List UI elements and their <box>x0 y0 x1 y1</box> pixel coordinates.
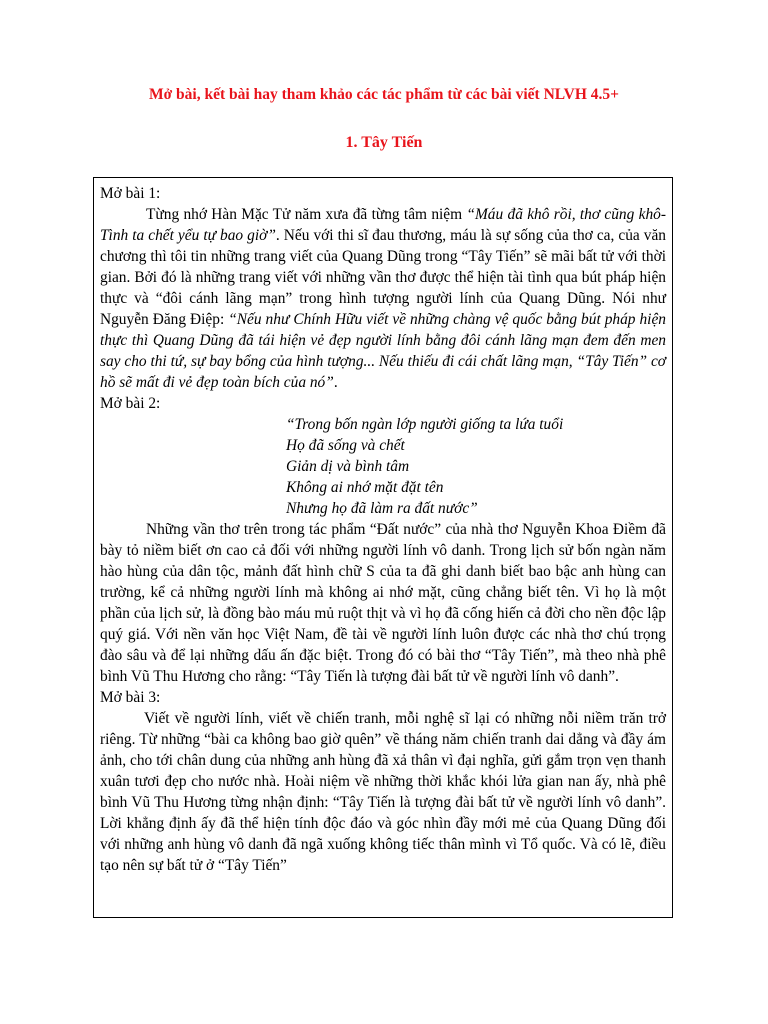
intro-1-quote-nguyen-dang-diep: “Nếu như Chính Hữu viết về những chàng vệ quốc bằng bút pháp hiện thực thì Quang Dũng đã tái hiện vẻ đẹp người lính bằng đôi cánh lãng mạn đem đến men say cho thi tứ, sự bay bổng của hình tượng... Nếu thiếu đi cái chất lãng mạn, “Tây Tiến” cơ hồ sẽ mất đi vẻ đẹp toàn bích của nó” <box>100 311 666 391</box>
intro-1-text-a: Từng nhớ Hàn Mặc Tử năm xưa đã từng tâm niệm <box>146 206 467 223</box>
intro-3-paragraph: Viết về người lính, viết về chiến tranh, mỗi nghệ sĩ lại có những nỗi niềm trăn trở riêng. Từ những “bài ca không bao giờ quên” về tháng năm chiến tranh dai dẳng và đầy ám ảnh, cho tới chân dung của những anh hùng đã xả thân vì đại nghĩa, gửi gắm trọn vẹn thanh xuân tươi đẹp cho nước nhà. Hoài niệm về những thời khắc khói lửa gian nan ấy, nhà phê bình Vũ Thu Hương từng nhận định: “Tây Tiến là tượng đài bất tử về người lính vô danh”. Lời khẳng định ấy đã thể hiện tính độc đáo và góc nhìn đầy mới mẻ của Quang Dũng đối với những anh hùng vô danh đã ngã xuống không tiếc thân mình vì Tổ quốc. Và có lẽ, điều tạo nên sự bất tử ở “Tây Tiến” <box>100 710 666 874</box>
poem-line: “Trong bốn ngàn lớp người giống ta lứa tuổi <box>286 416 564 433</box>
intro-1-quote-han-mac-tu: “Máu đã khô rồi, thơ cũng khô-Tình ta chết yểu tự bao giờ” <box>100 206 666 244</box>
poem-line: Họ đã sống và chết <box>286 437 405 454</box>
poem-line: Nhưng họ đã làm ra đất nước” <box>286 500 478 517</box>
content-box <box>93 177 673 918</box>
section-title: 1. Tây Tiến <box>345 134 423 151</box>
intro-3-label: Mở bài 3: <box>100 689 161 706</box>
intro-1-text-b: . Nếu với thi sĩ đau thương, máu là sự sống của thơ ca, của văn chương thì tôi tin những trang viết của Quang Dũng trong “Tây Tiến” sẽ mãi bất tử với thời gian. Bởi đó là những trang viết với những vần thơ được thể hiện tài tình qua bút pháp hiện thực và “đôi cánh lãng mạn” trong hình tượng người lính của Quang Dũng. Nói như Nguyễn Đăng Điệp: <box>100 227 667 328</box>
intro-1-text-c: . <box>333 374 338 391</box>
intro-2-paragraph: Những vần thơ trên trong tác phẩm “Đất nước” của nhà thơ Nguyễn Khoa Điềm đã bày tỏ niềm biết ơn cao cả đối với những người lính vô danh. Trong lịch sử bốn ngàn năm hào hùng của dân tộc, mảnh đất hình chữ S của ta đã ghi danh biết bao bậc anh hùng can trường, kể cả những người lính mà không ai nhớ mặt, cũng chẳng biết tên. Vì họ là một phần của lịch sử, là đồng bào máu mủ ruột thịt và vì họ đã cống hiến cả đời cho nền độc lập quý giá. Với nền văn học Việt Nam, đề tài về người lính luôn được các nhà thơ chú trọng đào sâu và để lại những dấu ấn đặc biệt. Trong đó có bài thơ “Tây Tiến”, mà theo nhà phê bình Vũ Thu Hương cho rằng: “Tây Tiến là tượng đài bất tử về người lính vô danh”. <box>100 521 666 685</box>
poem-line: Giản dị và bình tâm <box>286 458 410 475</box>
document-title: Mở bài, kết bài hay tham khảo các tác phẩm từ các bài viết NLVH 4.5+ <box>148 86 620 103</box>
intro-2-label: Mở bài 2: <box>100 395 161 412</box>
intro-2-poem <box>286 414 666 519</box>
intro-1-paragraph <box>100 204 666 393</box>
intro-1-label: Mở bài 1: <box>100 185 161 202</box>
poem-line: Không ai nhớ mặt đặt tên <box>286 479 444 496</box>
